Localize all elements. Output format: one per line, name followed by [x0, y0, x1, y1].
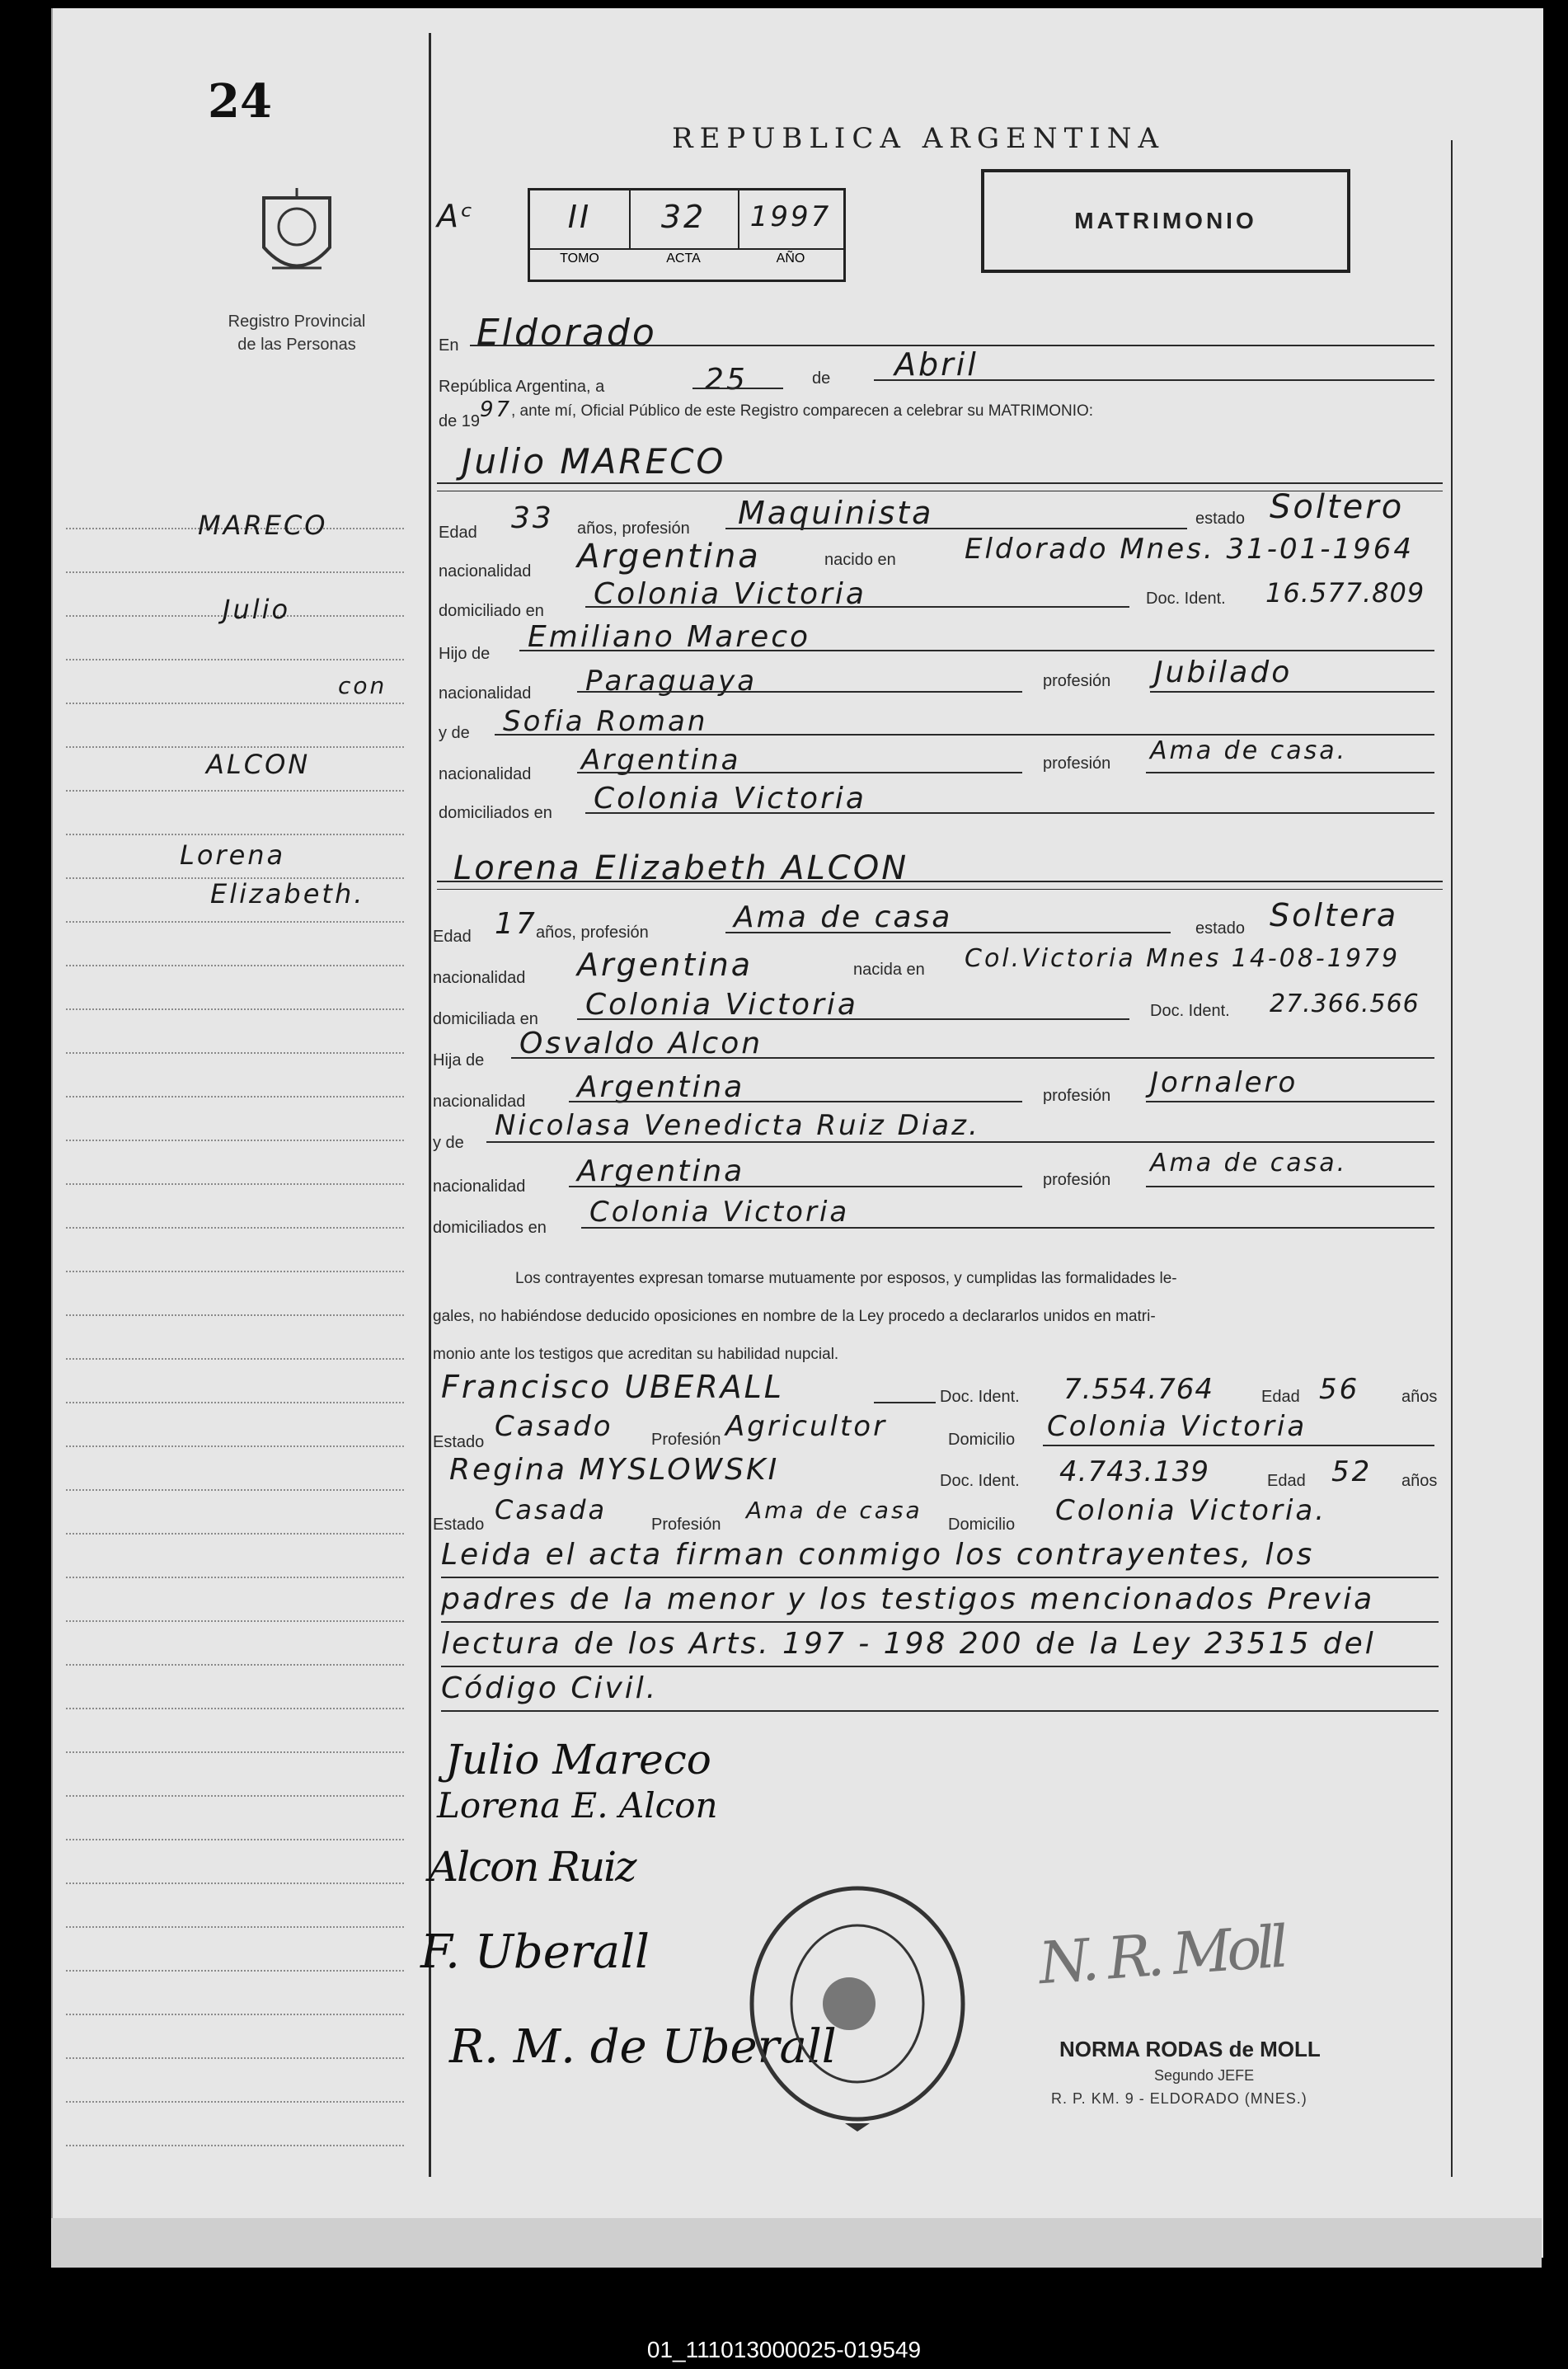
witness-2-estado-label: Estado: [433, 1516, 485, 1534]
bride-madre-nac: Argentina: [577, 1154, 745, 1188]
witness-1-edad: 56: [1319, 1373, 1360, 1406]
margin-rule-line: [66, 2057, 404, 2059]
margin-rule-line: [66, 1183, 404, 1185]
witness-2-estado: Casada: [495, 1494, 608, 1525]
bride-edad-label: Edad: [433, 928, 472, 946]
bride-nacida-label: nacida en: [853, 961, 925, 979]
bride-madre-nac-label: nacionalidad: [433, 1177, 526, 1196]
acta-label: ACTA: [666, 251, 701, 266]
margin-rule-line: [66, 1839, 404, 1840]
witness-2-prof-label: Profesión: [651, 1516, 721, 1534]
bride-yde-label: y de: [433, 1134, 464, 1152]
margin-rule-line: [66, 1577, 404, 1578]
closing-line: Leida el acta firman conmigo los contrayentes, los: [441, 1534, 1439, 1578]
tomo-value: II: [567, 199, 592, 235]
groom-anos-label: años, profesión: [577, 519, 690, 538]
groom-name: Julio MARECO: [462, 441, 726, 482]
bride-padre-prof-label: profesión: [1043, 1087, 1111, 1105]
year-suffix: 97: [480, 397, 513, 422]
groom-nacido-label: nacido en: [824, 551, 896, 569]
groom-estado: Soltero: [1270, 488, 1405, 526]
bride-padre-nac-label: nacionalidad: [433, 1093, 526, 1111]
bride-nacionalidad: Argentina: [577, 947, 753, 983]
margin-note: Elizabeth.: [210, 878, 365, 910]
bride-name: Lorena Elizabeth ALCON: [453, 849, 909, 887]
country-heading: REPUBLICA ARGENTINA: [672, 122, 1166, 155]
de-label: de: [812, 369, 831, 388]
declaration-line: monio ante los testigos que acreditan su habilidad nupcial.: [433, 1346, 839, 1363]
bride-estado-label: estado: [1195, 919, 1246, 938]
witness-1-doc: 7.554.764: [1063, 1373, 1214, 1406]
registry-name-line1: Registro Provincial: [228, 313, 366, 331]
margin-rule-line: [66, 790, 404, 792]
groom-madre-nac-label: nacionalidad: [439, 765, 532, 783]
closing-text: [441, 1534, 1439, 1712]
declaration-line: gales, no habiéndose deducido oposiciones en nombre de la Ley procedo a declararlos unidos en matri-: [433, 1308, 1156, 1325]
image-id-footer: 01_111013000025-019549: [646, 2337, 922, 2362]
groom-estado-label: estado: [1195, 510, 1246, 528]
tomo-label: TOMO: [560, 251, 599, 266]
groom-profesion: Maquinista: [738, 495, 934, 531]
margin-rule-line: [66, 2014, 404, 2015]
bride-anos-label: años, profesión: [536, 924, 649, 942]
margin-rule-line: [66, 2145, 404, 2146]
margin-rule-line: [66, 1008, 404, 1010]
registry-name-line2: de las Personas: [237, 336, 356, 354]
bride-edad: 17: [495, 907, 538, 941]
bride-domicilio: Colonia Victoria: [585, 988, 858, 1022]
signature-witness-1: F. Uberall: [420, 1925, 650, 1979]
ano-value: 1997: [749, 200, 832, 233]
ano-cell: [738, 190, 843, 248]
groom-dom-label: domiciliado en: [439, 602, 544, 620]
groom-padres-dom: Colonia Victoria: [594, 782, 866, 816]
margin-rule-line: [66, 834, 404, 835]
declaration-text: [433, 1260, 1447, 1374]
registry-name: [190, 310, 404, 356]
groom-padre: Emiliano Mareco: [528, 620, 811, 654]
bride-padres-dom-label: domiciliados en: [433, 1219, 547, 1237]
declaration-line: Los contrayentes expresan tomarse mutuamente por esposos, y cumplidas las formalidades le-: [515, 1270, 1177, 1287]
margin-rule-line: [66, 703, 404, 704]
margin-rule-line: [66, 1445, 404, 1447]
witness-2-dom-label: Domicilio: [948, 1516, 1016, 1534]
day-value: 25: [705, 363, 748, 397]
witness-2-anos-label: años: [1401, 1472, 1438, 1490]
witness-1-anos-label: años: [1401, 1388, 1438, 1406]
margin-rule-line: [66, 1751, 404, 1753]
bride-hija-label: Hija de: [433, 1051, 485, 1069]
page-bottom-edge: [51, 2218, 1542, 2268]
margin-rule-line: [66, 1314, 404, 1316]
groom-hijo-label: Hijo de: [439, 645, 491, 663]
witness-2-name: Regina MYSLOWSKI: [449, 1453, 780, 1487]
witness-1-prof-label: Profesión: [651, 1431, 721, 1449]
bride-estado: Soltera: [1270, 897, 1399, 933]
witness-1-profesion: Agricultor: [725, 1410, 888, 1443]
witness-2-profesion: Ama de casa: [746, 1497, 922, 1524]
margin-rule-line: [66, 571, 404, 573]
margin-rule-line: [66, 1402, 404, 1403]
groom-madre-prof: Ama de casa.: [1150, 736, 1348, 765]
officer-stamp-office: R. P. KM. 9 - ELDORADO (MNES.): [1051, 2090, 1307, 2107]
bride-dom-label: domiciliada en: [433, 1010, 538, 1028]
groom-nacido: Eldorado Mnes. 31-01-1964: [965, 533, 1415, 566]
witness-2-edad: 52: [1331, 1455, 1373, 1488]
officer-stamp-title: Segundo JEFE: [1154, 2067, 1255, 2084]
groom-padre-prof-label: profesión: [1043, 672, 1111, 690]
groom-edad: 33: [511, 501, 554, 535]
margin-rule-line: [66, 1970, 404, 1972]
bride-madre: Nicolasa Venedicta Ruiz Diaz.: [495, 1109, 980, 1142]
witness-1-dom-label: Domicilio: [948, 1431, 1016, 1449]
groom-doc: 16.577.809: [1265, 577, 1425, 609]
bride-padre-prof: Jornalero: [1150, 1066, 1298, 1099]
right-border: [1451, 140, 1453, 2177]
official-seal: [746, 1880, 969, 2136]
officer-stamp-name: NORMA RODAS de MOLL: [1059, 2037, 1321, 2061]
witness-1-domicilio: Colonia Victoria: [1047, 1410, 1307, 1443]
witness-2-domicilio: Colonia Victoria.: [1055, 1494, 1327, 1527]
witness-1-estado: Casado: [495, 1410, 613, 1443]
witness-2-doc-label: Doc. Ident.: [940, 1472, 1020, 1490]
bride-profesion: Ama de casa: [734, 900, 953, 934]
margin-note: Lorena: [180, 839, 286, 871]
groom-yde-label: y de: [439, 724, 470, 742]
intro-text: , ante mí, Oficial Público de este Registro comparecen a celebrar su MATRIMONIO:: [511, 402, 1094, 420]
bride-doc: 27.366.566: [1270, 989, 1420, 1018]
year-prefix: de 19: [439, 412, 481, 430]
coat-of-arms-icon: [247, 181, 346, 289]
witness-1-doc-label: Doc. Ident.: [940, 1388, 1020, 1406]
ac-mark: Aᶜ: [437, 198, 476, 234]
bride-padre-nac: Argentina: [577, 1070, 745, 1104]
tomo-cell: [530, 190, 631, 248]
groom-edad-label: Edad: [439, 524, 477, 542]
registry-box: [528, 188, 846, 282]
margin-rule-line: [66, 1489, 404, 1491]
republica-label: República Argentina, a: [439, 378, 605, 396]
bride-padre: Osvaldo Alcon: [519, 1027, 763, 1060]
margin-rule-line: [66, 921, 404, 923]
groom-doc-label: Doc. Ident.: [1146, 590, 1226, 608]
bride-padres-dom: Colonia Victoria: [589, 1196, 850, 1229]
signature-witness-2: R. M. de Uberall: [449, 2020, 837, 2074]
closing-line: padres de la menor y los testigos mencionados Previa: [441, 1578, 1439, 1623]
signature-groom: Julio Mareco: [445, 1736, 711, 1784]
margin-rule-line: [66, 1664, 404, 1666]
margin-note: MARECO: [198, 510, 328, 541]
groom-padre-nac-label: nacionalidad: [439, 684, 532, 703]
closing-line: lectura de los Arts. 197 - 198 200 de la Ley 23515 del: [441, 1623, 1439, 1667]
margin-rule-line: [66, 1052, 404, 1054]
margin-note: con: [338, 672, 387, 699]
groom-madre: Sofia Roman: [503, 705, 708, 738]
groom-nacionalidad: Argentina: [577, 538, 761, 576]
witness-2-edad-label: Edad: [1267, 1472, 1306, 1490]
margin-rule-line: [66, 1620, 404, 1622]
bride-nac-label: nacionalidad: [433, 969, 526, 987]
folio-number: 24: [208, 74, 272, 129]
bride-nacida: Col.Victoria Mnes 14-08-1979: [965, 944, 1401, 973]
margin-rule-line: [66, 1926, 404, 1928]
margin-rule-line: [66, 659, 404, 660]
acta-type-box: MATRIMONIO: [981, 169, 1350, 273]
signature-parent: Alcon Ruiz: [429, 1843, 636, 1891]
month-value: Abril: [894, 346, 979, 383]
signature-officer: N. R. Moll: [1036, 1912, 1286, 1998]
witness-1-estado-label: Estado: [433, 1433, 485, 1451]
acta-cell: [629, 190, 739, 248]
closing-line: Código Civil.: [441, 1667, 1439, 1712]
margin-rule-line: [66, 1358, 404, 1360]
margin-rule-line: [66, 746, 404, 748]
margin-rule-line: [66, 1795, 404, 1797]
groom-nac-label: nacionalidad: [439, 562, 532, 580]
groom-padres-dom-label: domiciliados en: [439, 804, 552, 822]
margin-rule-line: [66, 1533, 404, 1535]
witness-2-doc: 4.743.139: [1059, 1455, 1210, 1488]
margin-note: Julio: [223, 594, 291, 625]
witness-1-edad-label: Edad: [1261, 1388, 1300, 1406]
en-value: Eldorado: [477, 312, 657, 354]
groom-madre-prof-label: profesión: [1043, 754, 1111, 773]
margin-rule-line: [66, 1883, 404, 1884]
margin-rule-line: [66, 965, 404, 966]
groom-madre-nac: Argentina: [581, 744, 741, 777]
ano-label: AÑO: [776, 251, 805, 266]
acta-value: 32: [660, 199, 707, 235]
margin-rule-line: [66, 1271, 404, 1272]
margin-rule-line: [66, 2101, 404, 2103]
en-label: En: [439, 336, 459, 355]
bride-madre-prof: Ama de casa.: [1150, 1149, 1348, 1177]
margin-rule-line: [66, 1227, 404, 1229]
margin-rule-line: [66, 1140, 404, 1141]
groom-padre-prof: Jubilado: [1154, 656, 1293, 689]
margin-note: ALCON: [206, 749, 311, 780]
groom-padre-nac: Paraguaya: [585, 665, 758, 698]
margin-rule-line: [66, 1708, 404, 1709]
witness-1-name: Francisco UBERALL: [441, 1369, 784, 1405]
bride-madre-prof-label: profesión: [1043, 1171, 1111, 1189]
bride-doc-label: Doc. Ident.: [1150, 1002, 1230, 1020]
margin-rule-line: [66, 1096, 404, 1098]
signature-bride: Lorena E. Alcon: [437, 1785, 718, 1826]
groom-domicilio: Colonia Victoria: [594, 577, 866, 611]
